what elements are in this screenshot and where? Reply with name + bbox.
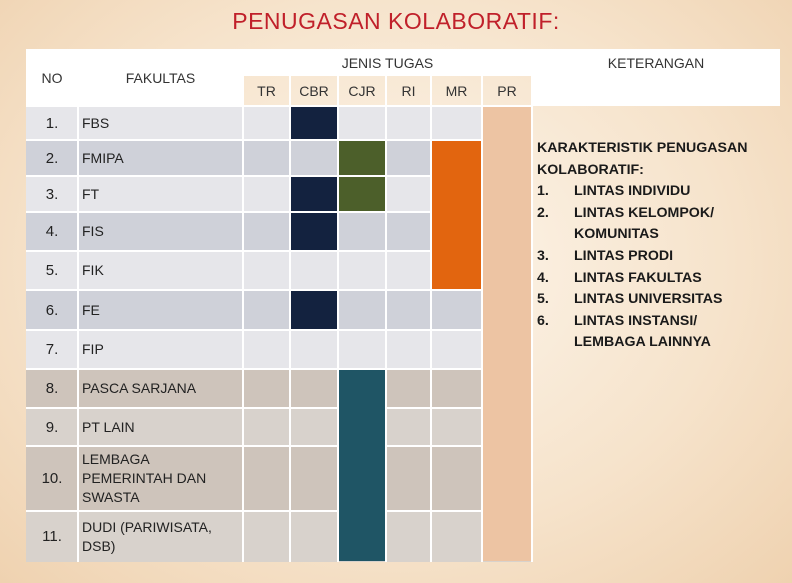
cjr-block-ft [339,177,385,211]
column-divider [77,76,79,562]
row-fakultas: PT LAIN [82,418,135,435]
note-text: LINTAS UNIVERSITAS [574,291,723,308]
pr-block-all-rows [483,107,531,561]
note-number: 3. [537,247,549,264]
note-number: 5. [537,291,549,308]
row-number: 8. [45,380,59,397]
note-item [537,311,777,333]
header-ri: RI [401,83,416,99]
row-number: 10. [41,470,63,487]
row-divider [26,329,532,331]
cjr-block-pasca-to-dudi [339,370,385,561]
note-number: 2. [537,204,549,221]
row-number: 3. [45,185,59,203]
row-number: 5. [45,262,59,279]
row-divider [26,445,532,447]
notes-heading-2: KOLABORATIF: [537,161,644,178]
row-divider [26,289,532,291]
row-fakultas: FT [82,185,100,202]
header-cjr: CJR [348,83,376,99]
row-number: 6. [45,301,59,319]
cjr-block-fmipa [339,141,385,175]
note-number [537,332,574,354]
row-number: 4. [45,223,59,240]
note-number: 4. [537,269,549,286]
header-tr: TR [257,83,276,99]
row-number: 1. [45,114,59,132]
note-text: KOMUNITAS [574,226,659,243]
row-fakultas: FIS [82,223,104,239]
cbr-block-fis [291,213,337,250]
note-item [537,224,777,246]
row-fakultas: PASCA SARJANA [82,380,197,396]
row-number: 2. [45,149,59,167]
column-divider [531,76,533,562]
row-number: 9. [45,418,59,436]
note-item [537,332,777,354]
note-text: LINTAS PRODI [574,247,674,264]
page-title: PENUGASAN KOLABORATIF: [232,8,560,34]
column-divider [385,76,387,562]
note-text: LINTAS INDIVIDU [574,183,691,200]
note-number: 6. [537,312,549,329]
mr-block-fmipa-to-fik [432,141,481,289]
note-item [537,246,777,268]
header-keterangan: KETERANGAN [532,49,780,76]
note-item [537,181,777,203]
row-fakultas: FBS [82,114,110,131]
note-text: LEMBAGA LAINNYA [574,334,711,351]
row-divider [26,510,532,512]
note-number: 1. [537,183,549,200]
row-divider [26,407,532,409]
header-mr: MR [445,83,468,99]
row-fakultas: FIP [82,341,104,357]
cbr-block-ft [291,177,337,211]
header-no: NO [26,49,78,106]
row-fakultas: DUDI (PARIWISATA, DSB) [82,518,212,554]
header-cbr: CBR [299,83,329,99]
row-fakultas: FMIPA [82,149,124,166]
note-item [537,268,777,290]
note-item [537,289,777,311]
note-text: LINTAS FAKULTAS [574,269,702,286]
header-pr: PR [497,83,517,99]
row-fakultas: FIK [82,262,104,278]
row-divider [26,368,532,370]
header-jenis-tugas: JENIS TUGAS [243,49,532,76]
note-number [537,224,574,246]
notes-heading-1: KARAKTERISTIK PENUGASAN [537,140,748,156]
header-keterangan-sub [532,76,780,106]
row-fakultas: FE [82,301,100,318]
note-text: LINTAS KELOMPOK/ [574,204,715,221]
cbr-block-fe [291,291,337,329]
row-fakultas: LEMBAGA PEMERINTAH DAN SWASTA [82,451,207,505]
notes-panel [537,138,777,354]
row-number: 7. [45,341,59,358]
row-number: 11. [42,528,62,545]
row-divider [26,105,532,107]
note-item [537,203,777,225]
note-text: LINTAS INSTANSI/ [574,312,698,329]
header-fakultas: FAKULTAS [78,49,243,106]
cbr-block-fbs [291,107,337,139]
column-divider [242,76,244,562]
